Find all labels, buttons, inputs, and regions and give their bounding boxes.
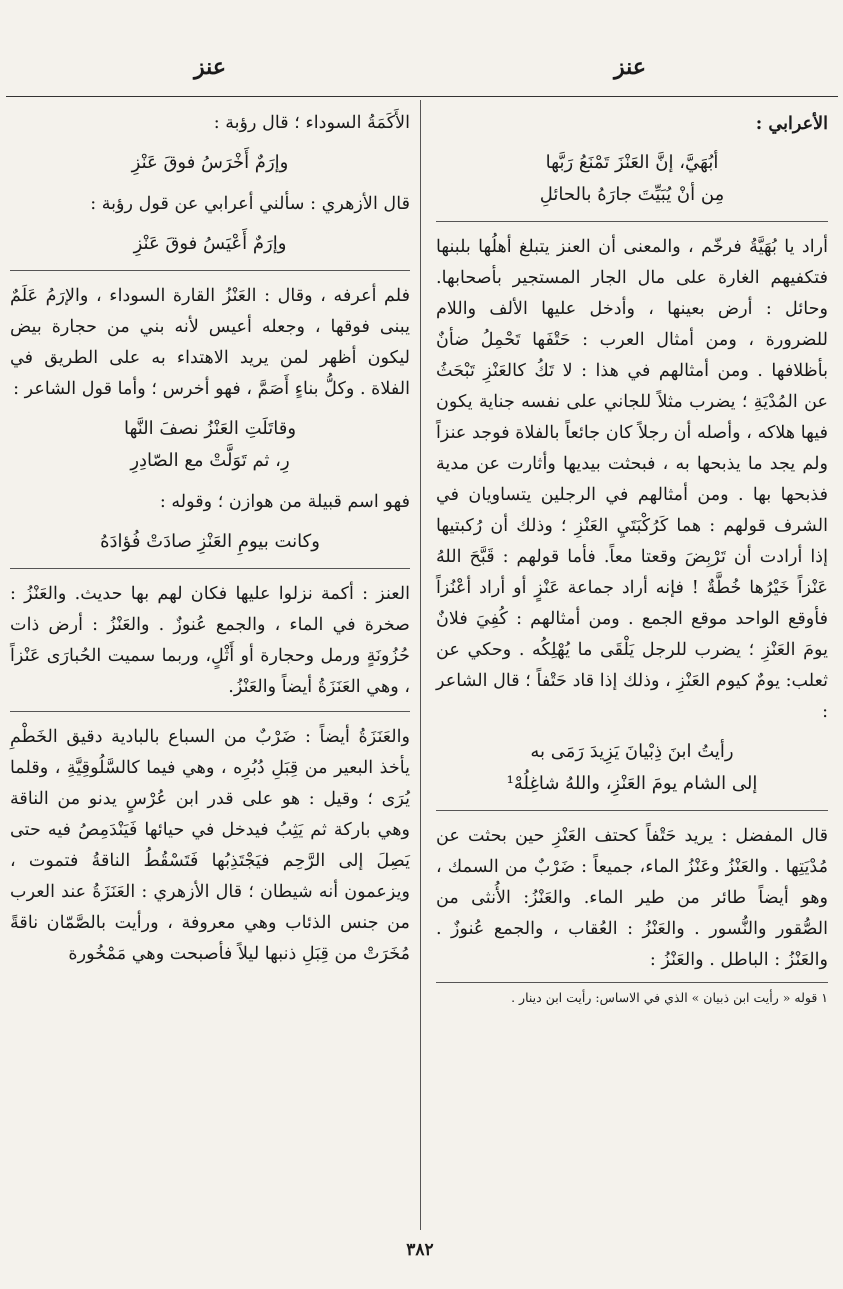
- paragraph: الأعرابي :: [755, 113, 828, 134]
- verse: [10, 413, 410, 477]
- paragraph: والعَنَزَةُ أيضاً : ضَرْبٌ من السباع بالبادية دقيق الخَطْمِ يأخذ البعير من قِبَلِ دُبُرِه ، وهي فيما كالسَّلُوقِيَّةِ ، وقلما يُرَى ؛ وقيل : هو على قدر ابن عُرْسٍ يدنو من الناقة وهي باركة ثم يَثِبُ فيدخل في حيائها فَيَنْدَمِصُ فيه حتى يَصِلَ إلى الرَّحِم فيَجْتَذِبُها فَتَسْقُطُ الناقةُ فتموت ، ويزعمون أنه شيطان ؛ قال الأزهري : العَنَزَةُ عند العرب من جنس الذئاب وهي معروفة ، ورأيت بالصَّمّان ناقةً مُخَرَتْ من قِبَلِ ذنبها ليلاً فأصبحت وهي مَمْخُورة: [10, 727, 410, 964]
- section-rule: [436, 810, 828, 811]
- footnote-rule: [436, 982, 828, 983]
- verse: [436, 736, 828, 800]
- running-headword-left: عنز: [194, 54, 226, 80]
- paragraph: العنز : أكمة نزلوا عليها فكان لهم بها حديث. والعَنْزُ : صخرة في الماء ، والجمع عُنوزٌ . والعَنْزُ : أرض ذات حُزُونَةٍ ورمل وحجارة أو أَثْلٍ، وربما سميت الحُبارَى عَنْزاً ، وهي العَنَزَةُ أيضاً والعَنْزُ.: [10, 584, 410, 697]
- verse: [10, 147, 410, 179]
- paragraph: أراد يا بُهَيَّةُ فرخّم ، والمعنى أن العنز يتبلغ أهلُها بلبنها فتكفيهم الغارة على مال الجار المستجير بأصحابها. وحائل : أرض بعينها ، وأدخل عليها الألف واللام للضرورة ، ومن أمثال العرب : حَتْفَها تَحْمِلُ ضأنٌ بأظلافها . ومن أمثالهم في هذا : لا تَكُ كالعَنْزِ تَبْحَثُ عن المُدْيَةِ ؛ يضرب مثلاً للجاني على نفسه جناية يكون فيها هلاكه ، وأصله أن رجلاً كان جائعاً بالفلاة فوجد عنزاً ولم يجد ما يذبحها به ، فبحثت بيديها وأثارت عن مدية فذبحها بها . ومن أمثالهم في الرجلين يتساويان في الشرف قولهم : هما كَرُكْبَتَيِ العَنْزِ ؛ وذلك أن رُكبتيها إذا أرادت أن تَرْبِضَ وقعتا معاً. فأما قولهم : قَبَّحَ اللهُ عَنْزاً خَيْرُها خُطَّةٌ ! فإنه أراد جماعة عَنْزٍ أو أراد أعْنُزاً فأوقع الواحد موقع الجمع . ومن أمثالهم : كُفِيَ فلانٌ يومَ العَنْزِ ؛ يضرب للرجل يَلْقَى ما يُهْلِكُه . وحكي عن ثعلب: يومٌ كيوم العَنْزِ ، وذلك إذا قاد حَتْفاً ؛ قال الشاعر :: [436, 237, 828, 722]
- header-rule: [6, 96, 838, 97]
- paragraph: فلم أعرفه ، وقال : العَنْزُ القارة السوداء ، والإرَمُ عَلَمٌ يبنى فوقها ، وجعله أعيس لأنه بني من حجارة بيض ليكون أظهر لمن يريد الاهتداء به على الطريق في الفلاة . وكلُّ بناءٍ أَصَمَّ ، فهو أخرس ؛ وأما قول الشاعر :: [10, 286, 410, 399]
- column-divider: [420, 100, 421, 1230]
- right-column: [436, 108, 828, 1009]
- running-headword-right: عنز: [614, 54, 646, 80]
- verse-line: مِن أنْ يُبَيِّتَ جارَهُ بالحائلِ: [539, 184, 725, 205]
- left-column: [10, 108, 410, 974]
- verse-line: وإرَمٌ أَعْيَسُ فوقَ عَنْزِ: [133, 233, 287, 254]
- verse-line: أبُهَيَّ، إنَّ العَنْزَ تَمْنَعُ رَبَّها: [545, 152, 719, 173]
- paragraph: قال المفضل : يريد حَتْفاً كحتف العَنْزِ حين بحثت عن مُدْيَتِها . والعَنْزُ وعَنْزُ الماء، جميعاً : ضَرْبٌ من السمك ، وهو أيضاً طائر من طير الماء. والعَنْزُ: الأُنثى من الصُّقور والنُّسور . والعَنْزُ : العُقاب ، والجمع عُنوزٌ . والعَنْزُ : الباطل . والعَنْزُ :: [436, 826, 828, 970]
- verse: [10, 228, 410, 260]
- verse-line: رأيتُ ابنَ ذِبْيانَ يَزِيدَ رَمَى به: [530, 741, 734, 762]
- verse-line: وقاتَلَتِ العَنْزُ نصفَ النَّها: [123, 418, 297, 439]
- paragraph: قال الأزهري : سألني أعرابي عن قول رؤبة :: [90, 194, 410, 214]
- section-rule: [10, 270, 410, 271]
- paragraph: الأَكَمَةُ السوداء ؛ قال رؤبة :: [213, 113, 410, 133]
- verse-line: رِ، ثم تَوَلَّتْ مع الصّادِرِ: [130, 450, 290, 471]
- verse: [436, 147, 828, 211]
- section-rule: [436, 221, 828, 222]
- paragraph: فهو اسم قبيلة من هوازن ؛ وقوله :: [159, 492, 410, 512]
- verse-line: إلى الشام يومَ العَنْزِ، واللهُ شاغِلُهْ¹: [506, 773, 758, 794]
- section-rule: [10, 711, 410, 712]
- verse: [10, 526, 410, 558]
- verse-line: وإرَمٌ أَخْرَسُ فوقَ عَنْزِ: [131, 152, 289, 173]
- section-rule: [10, 568, 410, 569]
- footnote: ١ قوله « رأيت ابن ذبيان » الذي في الاساس: رأيت ابن دينار .: [511, 990, 828, 1005]
- verse-line: وكانت بيومِ العَنْزِ صادَتْ فُؤادَهُ: [100, 531, 320, 552]
- page-number: ٣٨٢: [406, 1240, 434, 1260]
